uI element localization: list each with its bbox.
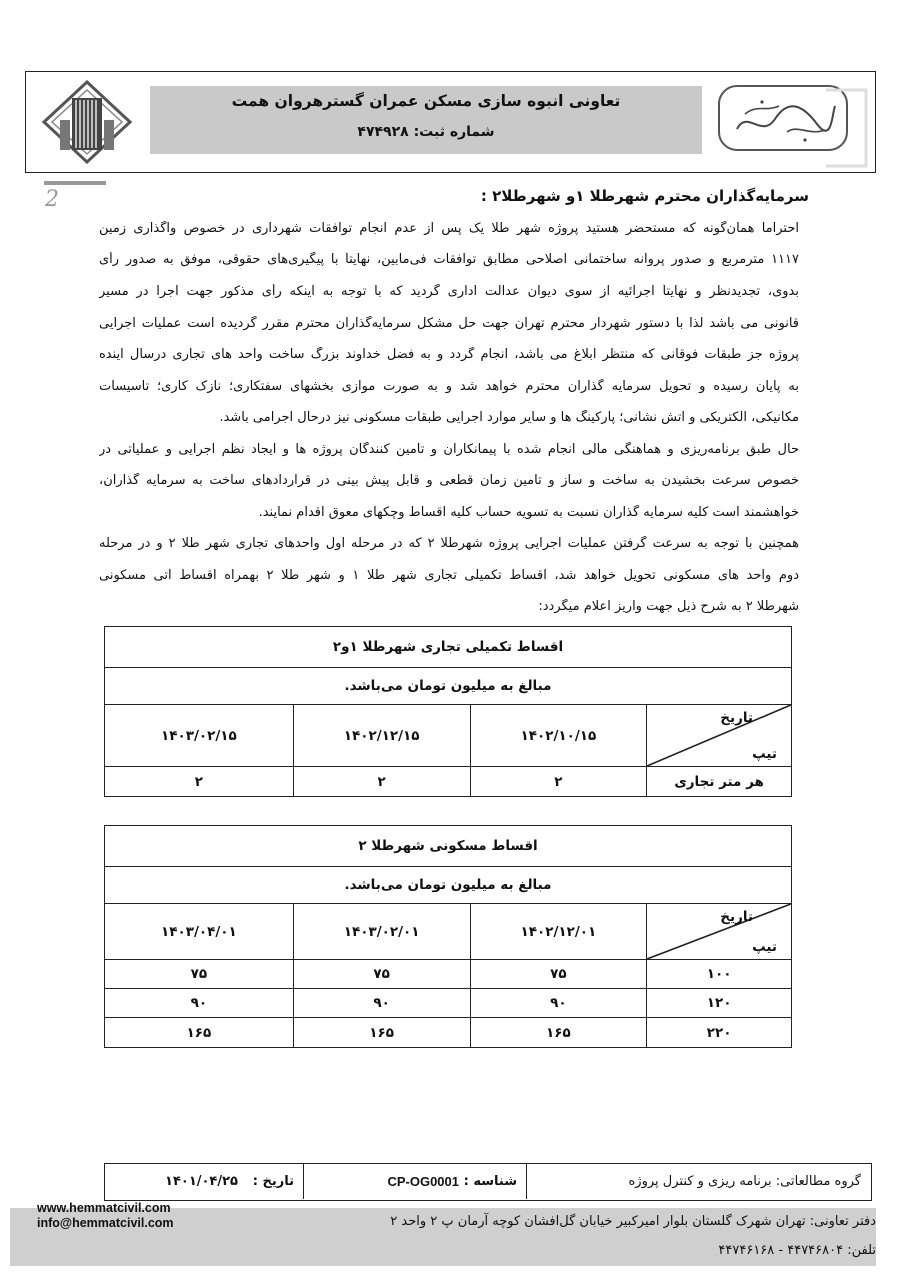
letter-line: حال طبق برنامه‌ریزی و هماهنگی مالی انجام شده با پیمانکاران و تامین کنندگان پروژه ها و ایجاد نظم اجرایی و عملیاتی در [99, 442, 799, 457]
document-date-label: تاریخ : [252, 1174, 294, 1189]
corner-type-label: تیپ [752, 746, 777, 762]
office-phone: تلفن: ۴۴۷۴۶۸۰۴ - ۴۴۷۴۶۱۶۸ [718, 1243, 876, 1258]
letter-line: مکانیکی، الکتریکی و آتش نشانی؛ پارکینگ ها و سایر موارد اجرایی طبقات مسکونی نیز درحال اجرامی باشد. [219, 410, 799, 425]
amount-cell: ۱۶۵ [105, 1018, 294, 1048]
letter-line: خواهشمند است کلیه سرمایه گذاران نسبت به تسویه حساب کلیه اقساط وچکهای معوق اقدام نمایند. [258, 505, 799, 520]
amount-cell: ۲ [293, 767, 470, 797]
letter-line: به پایان رسیده و تحویل سرمایه گذاران محترم خواهد شد و به صورت موازی بخشهای سفتکاری؛ نازک کاری؛ تاسیسات [99, 379, 799, 394]
table-note: مبالغ به میلیون تومان می‌باشد. [105, 668, 792, 705]
table-date-header: ۱۴۰۲/۱۲/۱۵ [293, 705, 470, 767]
table-date-header: ۱۴۰۳/۰۲/۰۱ [293, 904, 470, 960]
amount-cell: ۹۰ [293, 989, 470, 1018]
document-date-value: ۱۴۰۱/۰۴/۲۵ [165, 1174, 238, 1189]
letter-line: قانونی می باشد لذا با دستور شهردار محترم تهران جهت حل مشکل سرمایه‌گذاران محترم مقرر گردیده است عملیات اجرایی [99, 316, 799, 331]
table-corner-cell [647, 705, 792, 767]
office-address: دفتر تعاونی: تهران شهرک گلستان بلوار امیرکبیر خیابان گل‌افشان کوچه آرمان پ ۲ واحد ۲ [390, 1214, 876, 1229]
email-link[interactable]: info@hemmatcivil.com [37, 1216, 174, 1230]
letter-line: پروژه جز طبقات فوقانی که منتظر ابلاغ می باشد، انجام گردد و به فضل خداوند بزرگ ساخت واحد های تجاری درسال آینده [99, 347, 799, 362]
divider [526, 1164, 528, 1199]
page-number: 2 [45, 187, 59, 212]
corner-date-label: تاریخ [720, 909, 753, 925]
amount-cell: ۷۵ [293, 960, 470, 989]
table-title: اقساط مسکونی شهرطلا ۲ [105, 826, 792, 867]
letter-line: همچنین با توجه به سرعت گرفتن عملیات اجرایی پروژه شهرطلا ۲ که در مرحله اول واحدهای تجاری شهر طلا ۲ و در مرحله [99, 536, 799, 551]
table-note: مبالغ به میلیون تومان می‌باشد. [105, 867, 792, 904]
table-date-header: ۱۴۰۳/۰۴/۰۱ [105, 904, 294, 960]
amount-cell: ۹۰ [470, 989, 647, 1018]
residential-installments-table [104, 825, 792, 1048]
faded-frame-icon [826, 82, 886, 174]
amount-cell: ۷۵ [105, 960, 294, 989]
letter-line: بدوی، تجدیدنظر و نهایتاً اجرائیه از سوی دیوان عدالت اداری گردید که با توجه به اینکه رأی مذکور جهت اجرا در مسیر [99, 284, 799, 299]
table-date-header: ۱۴۰۲/۱۰/۱۵ [470, 705, 647, 767]
amount-cell: ۲ [470, 767, 647, 797]
amount-cell: ۱۶۵ [470, 1018, 647, 1048]
row-type-cell: ۱۲۰ [647, 989, 792, 1018]
table-date-header: ۱۴۰۳/۰۲/۱۵ [105, 705, 294, 767]
letter-line: خصوص سرعت بخشیدن به ساخت و ساز و تامین زمان قطعی و قابل پیش بینی در قراردادهای ساخت به سرمایه گذاران، [99, 473, 799, 488]
letter-line: احتراما همان‌گونه که مستحضر هستید پروژه شهر طلا یک پس از عدم انجام توافقات شهرداری در خصوص واگذاری زمین [99, 221, 799, 236]
cooperative-name: تعاونی انبوه سازی مسکن عمران گسترهروان همت [231, 92, 621, 110]
study-group-text: گروه مطالعاتی: برنامه ریزی و کنترل پروژه [628, 1174, 861, 1189]
letter-line: دوم واحد های مسکونی تحویل خواهد شد، اقساط تکمیلی تجاری شهر طلا ۱ و شهر طلا ۲ بهمراه اقساط آتی مسکونی [99, 568, 799, 583]
table-title: اقساط تکمیلی تجاری شهرطلا ۱و۲ [105, 627, 792, 668]
table-row [105, 989, 792, 1018]
building-logo-icon [42, 80, 132, 164]
document-id-value: CP-OG0001 [387, 1174, 459, 1189]
website-link[interactable]: www.hemmatcivil.com [37, 1201, 171, 1215]
amount-cell: ۹۰ [105, 989, 294, 1018]
corner-date-label: تاریخ [720, 710, 753, 726]
amount-cell: ۷۵ [470, 960, 647, 989]
row-type-cell: ۱۰۰ [647, 960, 792, 989]
scan-mark [44, 181, 106, 185]
commercial-installments-table [104, 626, 792, 797]
table-row [105, 1018, 792, 1048]
table-row [105, 960, 792, 989]
document-info-bar [104, 1163, 872, 1201]
table-row [105, 767, 792, 797]
amount-cell: ۲ [105, 767, 294, 797]
table-corner-cell [647, 904, 792, 960]
divider [303, 1164, 305, 1199]
contact-web [37, 1201, 187, 1231]
row-type-cell: هر متر تجاری [647, 767, 792, 797]
table-date-header: ۱۴۰۲/۱۲/۰۱ [470, 904, 647, 960]
document-id-label: شناسه : [463, 1174, 517, 1189]
letter-salutation: سرمایه‌گذاران محترم شهرطلا ۱و شهرطلا۲ : [480, 187, 809, 205]
row-type-cell: ۲۲۰ [647, 1018, 792, 1048]
corner-type-label: تیپ [752, 939, 777, 955]
amount-cell: ۱۶۵ [293, 1018, 470, 1048]
letter-line: شهرطلا ۲ به شرح ذیل جهت واریز اعلام میگردد: [538, 599, 799, 614]
letter-line: ۱۱۱۷ مترمربع و صدور پروانه ساختمانی اصلاحی مطابق توافقات فی‌مابین، نهایتاً با پیگیری‌های حقوقی، موفق به صدور رأی [99, 252, 799, 267]
registration-number: شماره ثبت: ۴۷۴۹۲۸ [357, 124, 495, 140]
